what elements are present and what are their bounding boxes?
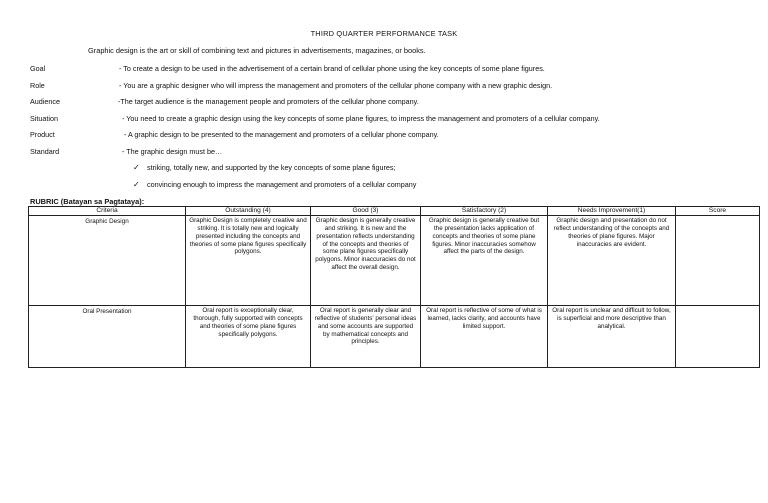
grasps-text: - You need to create a graphic design using the key concepts of some plane figures, to impress the management and promoters of a cellular company. [122, 114, 600, 123]
table-row [29, 306, 760, 368]
standard-item-text: striking, totally new, and supported by the key concepts of some plane figures; [147, 163, 396, 172]
grasps-label: Standard [30, 147, 60, 156]
grasps-standard [30, 147, 760, 159]
rubric-header-criteria: Criteria [29, 207, 186, 216]
rubric-cell-needs-improvement: Graphic design and presentation do not reflect understanding of the concepts and theories of plane figures. Major inaccuracies are evident. [548, 216, 676, 306]
grasps-label: Audience [30, 97, 60, 106]
standard-item [133, 180, 416, 189]
grasps-goal [30, 64, 760, 76]
grasps-situation [30, 114, 760, 126]
grasps-text: -The target audience is the management people and promoters of the cellular phone company. [118, 97, 419, 106]
rubric-table [28, 206, 760, 368]
rubric-header-needs-improvement: Needs Improvement(1) [548, 207, 676, 216]
page-title: THIRD QUARTER PERFORMANCE TASK [310, 29, 458, 38]
rubric-cell-outstanding: Graphic Design is completely creative and striking. It is totally new and logically presented including the concepts and theories of some plane figures specifically polygons. [186, 216, 311, 306]
rubric-cell-good: Graphic design is generally creative and striking. It is new and the presentation reflects understanding of the concepts and theories of some plane figures specifically polygons. Minor inaccuracies do not affect the overall design. [311, 216, 421, 306]
grasps-text: - To create a design to be used in the advertisement of a certain brand of cellular phone using the key concepts of some plane figures. [119, 64, 545, 73]
rubric-header-good: Good (3) [311, 207, 421, 216]
standard-item-text: convincing enough to impress the management and promoters of a cellular company [147, 180, 417, 189]
rubric-header-outstanding: Outstanding (4) [186, 207, 311, 216]
check-icon: ✓ [133, 163, 140, 172]
rubric-cell-outstanding: Oral report is exceptionally clear, thorough, fully supported with concepts and theories of some plane figures specifically polygons. [186, 306, 311, 368]
grasps-text: - The graphic design must be… [122, 147, 223, 156]
grasps-label: Goal [30, 64, 46, 73]
grasps-product [30, 130, 760, 142]
rubric-cell-satisfactory: Graphic design is generally creative but the presentation lacks application of concepts and theories of some plane figures. Minor inaccuracies somehow affect the parts of the design. [421, 216, 548, 306]
table-row [29, 216, 760, 306]
rubric-cell-satisfactory: Oral report is reflective of some of what is learned, lacks clarity, and accounts have limited support. [421, 306, 548, 368]
grasps-audience [30, 97, 760, 109]
rubric-criteria: Graphic Design [29, 216, 186, 306]
grasps-role [30, 81, 760, 93]
check-icon: ✓ [133, 180, 140, 189]
rubric-cell-score [676, 216, 760, 306]
grasps-text: - You are a graphic designer who will impress the management and promoters of the cellular phone company with a new graphic design. [119, 81, 553, 90]
rubric-header-row [29, 207, 760, 216]
rubric-cell-score [676, 306, 760, 368]
rubric-cell-good: Oral report is generally clear and reflective of students' personal ideas and some accounts are supported by mathematical concepts and principles. [311, 306, 421, 368]
rubric-criteria: Oral Presentation [29, 306, 186, 368]
standard-item [133, 163, 396, 172]
grasps-label: Role [30, 81, 45, 90]
rubric-header-score: Score [676, 207, 760, 216]
rubric-cell-needs-improvement: Oral report is unclear and difficult to follow, is superficial and more descriptive than analytical. [548, 306, 676, 368]
rubric-title: RUBRIC (Batayan sa Pagtataya): [30, 197, 145, 206]
grasps-label: Product [30, 130, 55, 139]
grasps-label: Situation [30, 114, 58, 123]
rubric-header-satisfactory: Satisfactory (2) [421, 207, 548, 216]
grasps-text: - A graphic design to be presented to the management and promoters of a cellular phone company. [124, 130, 439, 139]
intro-text: Graphic design is the art or skill of combining text and pictures in advertisements, magazines, or books. [88, 46, 426, 55]
